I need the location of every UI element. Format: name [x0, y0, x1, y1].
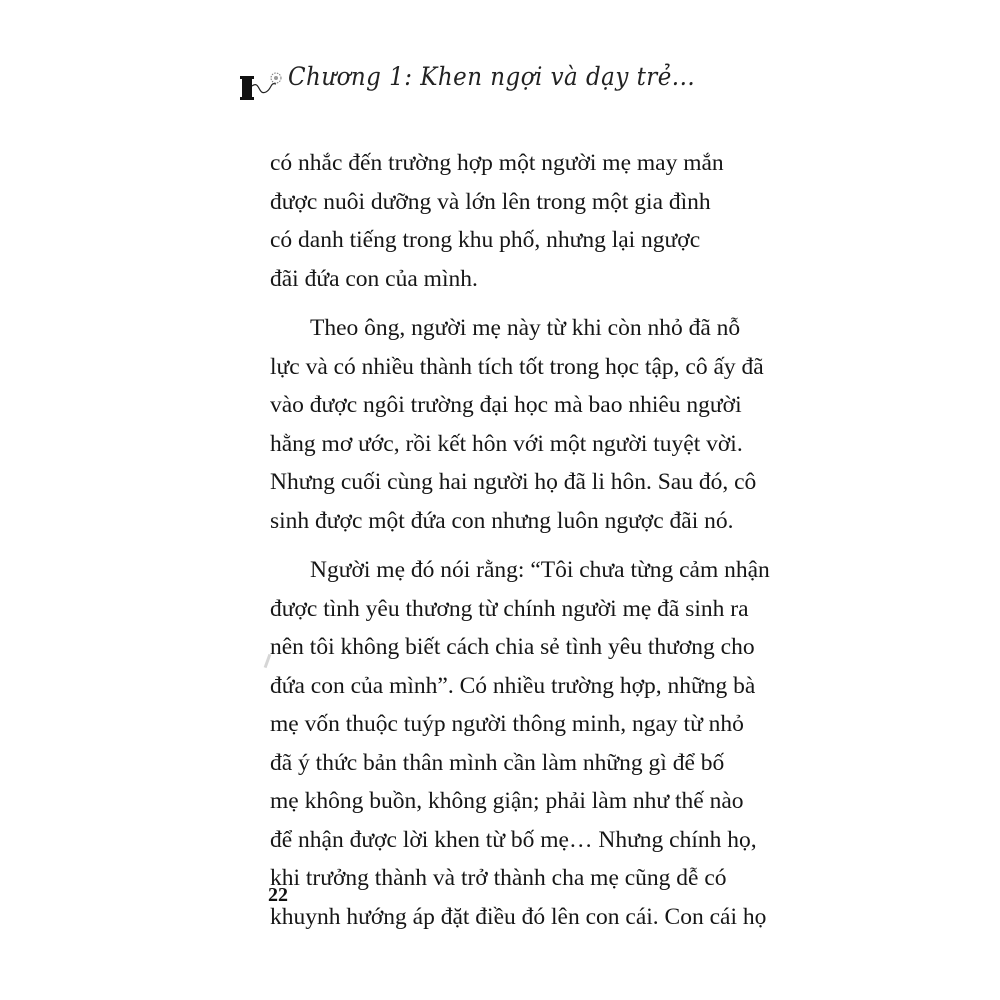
- text-line: được nuôi dưỡng và lớn lên trong một gia đình: [270, 188, 711, 215]
- chapter-title: Chương 1: Khen ngợi và dạy trẻ...: [288, 62, 696, 91]
- text-line: để nhận được lời khen từ bố mẹ… Nhưng chính họ,: [270, 826, 757, 853]
- text-line: vào được ngôi trường đại học mà bao nhiêu người: [270, 392, 742, 418]
- text-line: lực và có nhiều thành tích tốt trong học tập, cô ấy đã: [270, 353, 764, 380]
- paragraph-2: [270, 309, 790, 540]
- body-text: [270, 144, 790, 947]
- text-line: mẹ không buồn, không giận; phải làm như thế nào: [270, 788, 744, 814]
- text-line: đãi đứa con của mình.: [270, 265, 478, 292]
- paragraph-1: [270, 144, 790, 298]
- text-line: có danh tiếng trong khu phố, nhưng lại ngược: [270, 227, 701, 253]
- text-line: Nhưng cuối cùng hai người họ đã li hôn. Sau đó, cô: [270, 469, 757, 495]
- paragraph-3: [270, 551, 790, 936]
- text-line: nên tôi không biết cách chia sẻ tình yêu thương cho: [270, 634, 755, 660]
- text-line: hằng mơ ước, rồi kết hôn với một người tuyệt vời.: [270, 430, 743, 457]
- text-line: có nhắc đến trường hợp một người mẹ may mắn: [270, 150, 724, 176]
- text-line: Theo ông, người mẹ này từ khi còn nhỏ đã nỗ: [310, 315, 741, 341]
- text-line: sinh được một đứa con nhưng luôn ngược đãi nó.: [270, 507, 734, 534]
- text-line: đã ý thức bản thân mình cần làm những gì để bố: [270, 749, 725, 776]
- text-line: được tình yêu thương từ chính người mẹ đã sinh ra: [270, 595, 749, 622]
- running-header: [236, 58, 696, 104]
- text-line: Người mẹ đó nói rằng: “Tôi chưa từng cảm nhận: [310, 557, 770, 583]
- text-line: đứa con của mình”. Có nhiều trường hợp, những bà: [270, 672, 756, 699]
- page-number: 22: [268, 884, 288, 906]
- text-line: khi trưởng thành và trở thành cha mẹ cũng dễ có: [270, 865, 727, 891]
- text-line: khuynh hướng áp đặt điều đó lên con cái. Con cái họ: [270, 903, 767, 930]
- text-line: mẹ vốn thuộc tuýp người thông minh, ngay từ nhỏ: [270, 711, 744, 737]
